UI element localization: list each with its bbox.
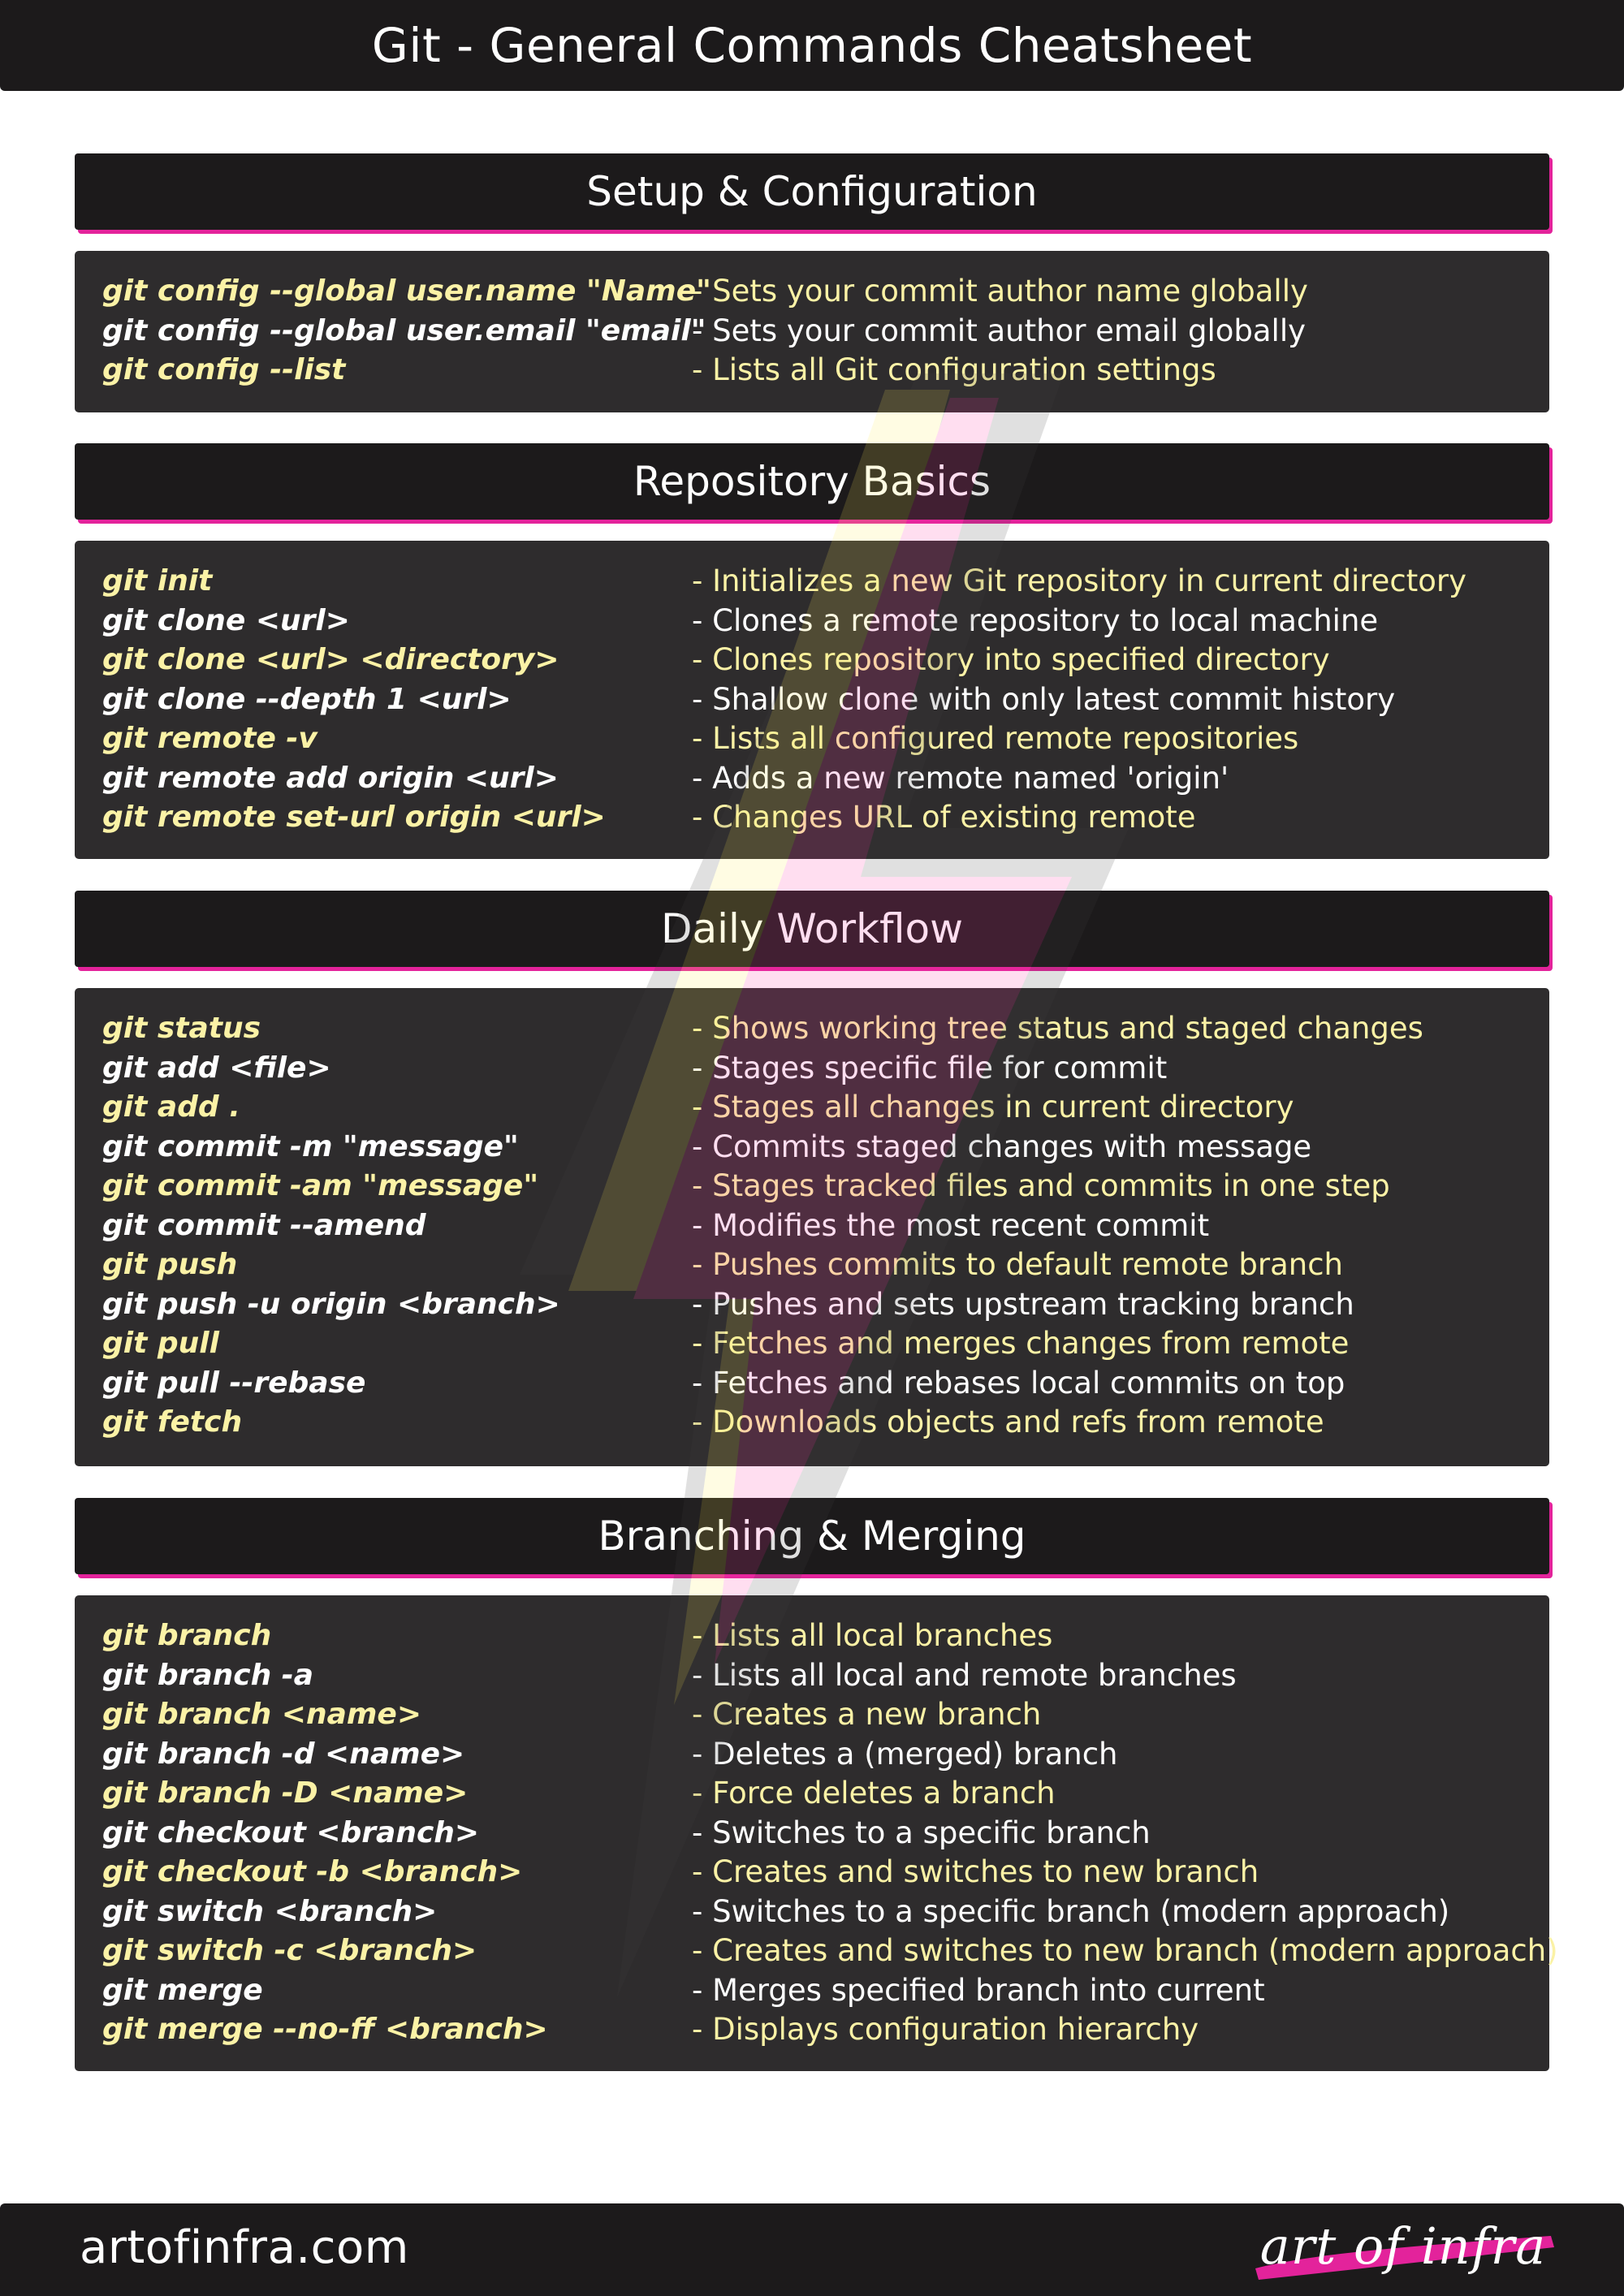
command-text: git switch -c <branch>: [102, 1934, 477, 1967]
command-text: git pull --rebase: [102, 1366, 366, 1400]
command-description: - Fetches and merges changes from remote: [692, 1326, 1350, 1361]
command-text: git remote set-url origin <url>: [102, 801, 606, 834]
command-text: git init: [102, 564, 213, 598]
command-description: - Downloads objects and refs from remote: [692, 1405, 1324, 1439]
section-heading: Repository Basics: [633, 458, 991, 505]
command-text: git status: [102, 1012, 261, 1045]
command-row: [75, 1931, 1558, 1971]
command-row: [75, 272, 1549, 312]
command-text: git push: [102, 1248, 238, 1281]
command-text: git config --global user.name "Name": [102, 274, 711, 308]
command-text: git add .: [102, 1090, 240, 1124]
command-row: [75, 1364, 1549, 1404]
command-row: [75, 1206, 1549, 1246]
command-description: - Shows working tree status and staged changes: [692, 1011, 1423, 1046]
command-text: git branch -a: [102, 1658, 314, 1692]
command-text: git clone <url>: [102, 603, 350, 637]
command-text: git branch -D <name>: [102, 1776, 469, 1810]
command-text: git config --list: [102, 353, 346, 386]
command-description: - Stages specific file for commit: [692, 1050, 1168, 1085]
command-description: - Sets your commit author name globally: [692, 274, 1308, 309]
section-panel-setup: [75, 251, 1549, 412]
command-description: - Stages tracked files and commits in one step: [692, 1168, 1390, 1203]
command-text: git branch -d <name>: [102, 1737, 465, 1771]
command-text: git push -u origin <branch>: [102, 1287, 560, 1321]
command-description: - Switches to a specific branch (modern approach): [692, 1893, 1450, 1929]
footer-url[interactable]: artofinfra.com: [80, 2221, 409, 2274]
command-description: - Modifies the most recent commit: [692, 1207, 1210, 1243]
command-description: - Clones a remote repository to local machine: [692, 602, 1379, 638]
command-row: [75, 1128, 1549, 1167]
command-row: [75, 641, 1549, 680]
command-description: - Pushes commits to default remote branch: [692, 1247, 1343, 1282]
command-row: [75, 1814, 1549, 1854]
command-row: [75, 1245, 1549, 1285]
command-text: git merge --no-ff <branch>: [102, 2013, 548, 2046]
command-text: git remote -v: [102, 722, 317, 755]
command-description: - Creates and switches to new branch (modern approach): [692, 1933, 1558, 1968]
command-description: - Sets your commit author email globally: [692, 313, 1306, 348]
command-row: [75, 1853, 1549, 1892]
command-description: - Initializes a new Git repository in current directory: [692, 563, 1466, 598]
command-row: [75, 759, 1549, 799]
command-text: git add <file>: [102, 1051, 331, 1085]
command-row: [75, 1774, 1549, 1814]
page-header: [0, 0, 1624, 91]
command-text: git fetch: [102, 1405, 243, 1439]
command-row: [75, 1285, 1549, 1325]
command-row: [75, 1971, 1549, 2011]
command-row: [75, 680, 1549, 720]
command-row: [75, 1088, 1549, 1128]
command-row: [75, 1324, 1549, 1364]
command-description: - Displays configuration hierarchy: [692, 2012, 1199, 2047]
command-description: - Force deletes a branch: [692, 1776, 1056, 1810]
section-title-branching: [75, 1498, 1549, 1574]
brand-logo: [1249, 2212, 1557, 2290]
command-row: [75, 798, 1549, 838]
section-heading: Daily Workflow: [661, 905, 963, 952]
command-text: git config --global user.email "email": [102, 313, 706, 347]
command-text: git branch: [102, 1619, 272, 1652]
section-panel-repository: [75, 541, 1549, 859]
page-title: Git - General Commands Cheatsheet: [371, 18, 1253, 73]
logo-text: art of infra: [1259, 2216, 1547, 2276]
section-title-workflow: [75, 891, 1549, 967]
command-row: [75, 1892, 1549, 1932]
command-text: git pull: [102, 1327, 219, 1360]
command-text: git commit --amend: [102, 1208, 426, 1242]
section-heading: Setup & Configuration: [586, 168, 1038, 215]
command-description: - Pushes and sets upstream tracking branch: [692, 1286, 1354, 1322]
command-description: - Lists all configured remote repositories: [692, 721, 1299, 756]
command-text: git remote add origin <url>: [102, 761, 559, 795]
command-text: git clone --depth 1 <url>: [102, 682, 512, 716]
command-row: [75, 1049, 1549, 1089]
command-text: git merge: [102, 1973, 263, 2007]
command-description: - Shallow clone with only latest commit history: [692, 681, 1396, 717]
section-panel-workflow: [75, 988, 1549, 1466]
command-description: - Deletes a (merged) branch: [692, 1736, 1118, 1772]
command-row: [75, 1735, 1549, 1775]
command-text: git commit -am "message": [102, 1169, 539, 1202]
command-description: - Lists all Git configuration settings: [692, 352, 1216, 387]
section-heading: Branching & Merging: [598, 1513, 1026, 1560]
section-panel-branching: [75, 1595, 1558, 2071]
command-row: [75, 719, 1549, 759]
command-description: - Fetches and rebases local commits on top: [692, 1365, 1345, 1400]
command-row: [75, 562, 1549, 602]
command-text: git branch <name>: [102, 1698, 421, 1731]
command-description: - Clones repository into specified directory: [692, 642, 1330, 677]
command-text: git checkout <branch>: [102, 1815, 480, 1849]
command-description: - Creates a new branch: [692, 1697, 1042, 1732]
command-description: - Merges specified branch into current: [692, 1972, 1265, 2008]
command-row: [75, 1403, 1549, 1443]
command-row: [75, 1167, 1549, 1206]
section-title-setup: [75, 153, 1549, 230]
command-text: git switch <branch>: [102, 1894, 438, 1928]
section-title-repository: [75, 443, 1549, 520]
command-row: [75, 1616, 1549, 1656]
command-row: [75, 351, 1549, 391]
command-text: git clone <url> <directory>: [102, 643, 559, 676]
command-row: [75, 602, 1549, 641]
command-text: git commit -m "message": [102, 1129, 519, 1163]
command-description: - Lists all local branches: [692, 1618, 1053, 1653]
command-text: git checkout -b <branch>: [102, 1855, 523, 1888]
command-description: - Creates and switches to new branch: [692, 1854, 1259, 1889]
command-description: - Commits staged changes with message: [692, 1129, 1312, 1164]
command-description: - Adds a new remote named 'origin': [692, 760, 1229, 796]
command-description: - Changes URL of existing remote: [692, 800, 1196, 835]
command-row: [75, 1656, 1549, 1696]
command-row: [75, 1695, 1549, 1735]
command-row: [75, 2010, 1549, 2050]
command-row: [75, 1009, 1549, 1049]
command-description: - Switches to a specific branch: [692, 1815, 1151, 1850]
command-description: - Lists all local and remote branches: [692, 1657, 1237, 1693]
command-row: [75, 312, 1549, 352]
command-description: - Stages all changes in current directory: [692, 1090, 1294, 1124]
